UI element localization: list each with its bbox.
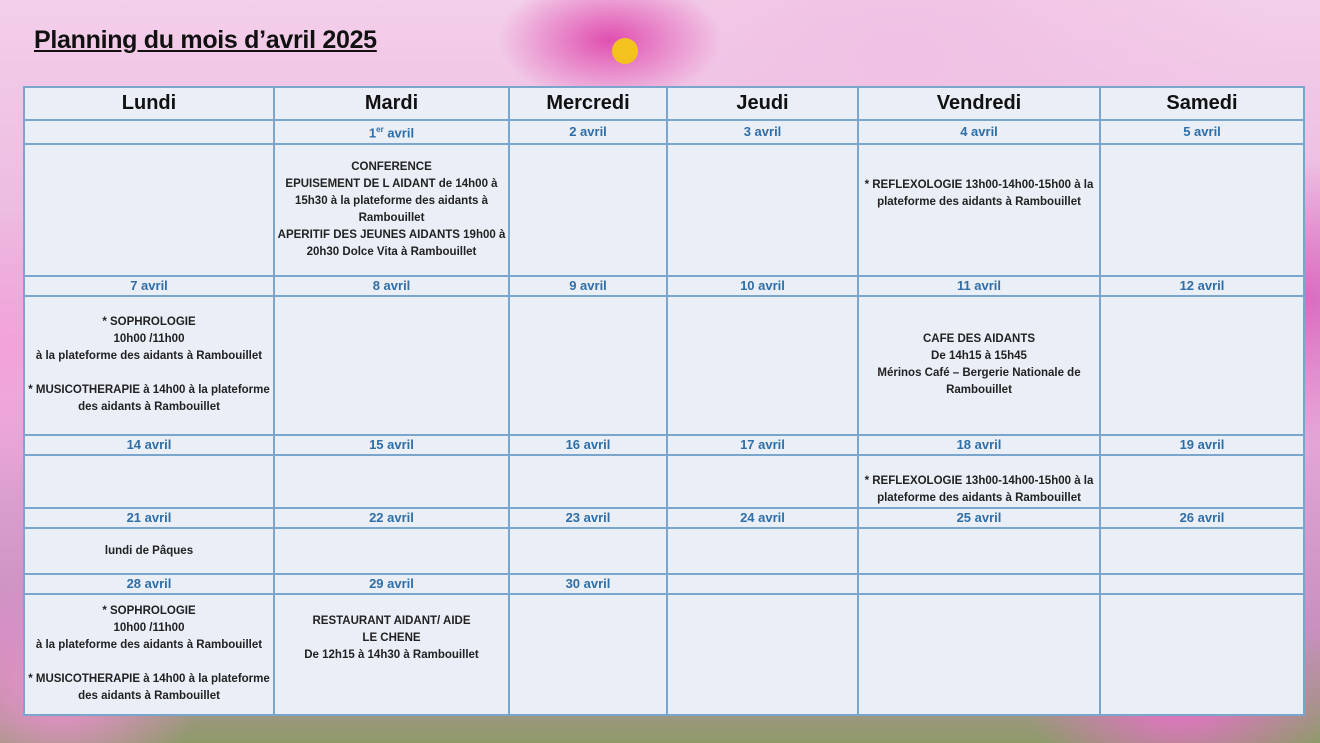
event-text: * SOPHROLOGIE 10h00 /11h00 à la plateforme des aidants à Rambouillet * MUSICOTHERAPIE à 14h00 à la plateforme des aidants à Rambouillet <box>28 316 270 414</box>
date-cell: 23 avril <box>509 508 667 528</box>
week-3-dates <box>24 435 1304 455</box>
date-cell: 30 avril <box>509 574 667 594</box>
week-1-dates <box>24 120 1304 144</box>
event-cell <box>509 455 667 508</box>
date-cell: 18 avril <box>858 435 1100 455</box>
date-month: avril <box>383 125 415 141</box>
date-cell: 10 avril <box>667 276 858 296</box>
event-cell <box>24 144 274 276</box>
date-cell: 5 avril <box>1100 120 1304 144</box>
event-cell <box>858 144 1100 276</box>
event-cell <box>509 144 667 276</box>
event-cell <box>1100 296 1304 435</box>
event-text: * SOPHROLOGIE 10h00 /11h00 à la plateforme des aidants à Rambouillet * MUSICOTHERAPIE à 14h00 à la plateforme des aidants à Rambouillet <box>28 605 270 703</box>
date-cell <box>667 574 858 594</box>
date-cell: 29 avril <box>274 574 509 594</box>
event-cell <box>858 528 1100 573</box>
date-cell: 7 avril <box>24 276 274 296</box>
event-cell <box>274 144 509 276</box>
event-cell <box>24 455 274 508</box>
event-text: CAFE DES AIDANTS De 14h15 à 15h45 Mérinos Café – Bergerie Nationale de Rambouillet <box>877 333 1081 397</box>
event-cell <box>858 455 1100 508</box>
week-2-events <box>24 296 1304 435</box>
event-cell <box>509 296 667 435</box>
date-number: 1 <box>368 125 377 141</box>
date-cell: 2 avril <box>509 120 667 144</box>
week-1-events <box>24 144 1304 276</box>
header-vendredi: Vendredi <box>858 87 1100 120</box>
event-cell <box>1100 144 1304 276</box>
week-3-events <box>24 455 1304 508</box>
date-cell: 9 avril <box>509 276 667 296</box>
week-2-dates <box>24 276 1304 296</box>
event-text: RESTAURANT AIDANT/ AIDE LE CHENE De 12h15 à 14h30 à Rambouillet <box>304 614 479 661</box>
date-cell: 19 avril <box>1100 435 1304 455</box>
event-cell <box>1100 528 1304 573</box>
date-cell-1-avril <box>274 120 509 144</box>
date-cell: 24 avril <box>667 508 858 528</box>
event-text: * REFLEXOLOGIE 13h00-14h00-15h00 à la plateforme des aidants à Rambouillet <box>864 475 1094 505</box>
date-cell: 28 avril <box>24 574 274 594</box>
event-text: CONFERENCE EPUISEMENT DE L AIDANT de 14h00 à 15h30 à la plateforme des aidants à Rambouillet APERITIF DES JEUNES AIDANTS 19h00 à 20h30 Dolce Vita à Rambouillet <box>277 160 506 258</box>
event-cell <box>274 528 509 573</box>
event-cell <box>667 594 858 715</box>
header-mardi: Mardi <box>274 87 509 120</box>
april-calendar <box>23 86 1305 716</box>
week-5-events <box>24 594 1304 715</box>
header-jeudi: Jeudi <box>667 87 858 120</box>
header-samedi: Samedi <box>1100 87 1304 120</box>
weekday-header-row <box>24 87 1304 120</box>
date-cell: 22 avril <box>274 508 509 528</box>
date-cell: 12 avril <box>1100 276 1304 296</box>
date-cell: 14 avril <box>24 435 274 455</box>
event-cell <box>1100 455 1304 508</box>
date-cell: 21 avril <box>24 508 274 528</box>
date-cell <box>858 574 1100 594</box>
week-4-events <box>24 528 1304 573</box>
event-text: lundi de Pâques <box>104 544 194 557</box>
event-cell <box>509 528 667 573</box>
event-cell <box>24 594 274 715</box>
event-cell <box>667 455 858 508</box>
page-title: Planning du mois d’avril 2025 <box>34 26 377 54</box>
event-cell <box>667 528 858 573</box>
event-cell <box>274 455 509 508</box>
date-cell: 4 avril <box>858 120 1100 144</box>
date-cell: 16 avril <box>509 435 667 455</box>
header-lundi: Lundi <box>24 87 274 120</box>
event-cell <box>667 296 858 435</box>
date-cell: 11 avril <box>858 276 1100 296</box>
event-cell <box>858 296 1100 435</box>
date-cell: 8 avril <box>274 276 509 296</box>
event-cell-lundi-de-paques <box>24 528 274 573</box>
date-ordinal: er <box>376 125 384 135</box>
event-cell <box>858 594 1100 715</box>
event-cell <box>274 296 509 435</box>
date-cell: 3 avril <box>667 120 858 144</box>
date-cell: 17 avril <box>667 435 858 455</box>
date-cell: 25 avril <box>858 508 1100 528</box>
event-cell <box>24 296 274 435</box>
date-cell <box>1100 574 1304 594</box>
date-cell <box>24 120 274 144</box>
header-mercredi: Mercredi <box>509 87 667 120</box>
date-cell: 26 avril <box>1100 508 1304 528</box>
event-cell <box>1100 594 1304 715</box>
event-cell <box>509 594 667 715</box>
flower-decoration <box>612 38 638 64</box>
date-cell: 15 avril <box>274 435 509 455</box>
event-cell <box>667 144 858 276</box>
week-4-dates <box>24 508 1304 528</box>
week-5-dates <box>24 574 1304 594</box>
event-cell <box>274 594 509 715</box>
event-text: * REFLEXOLOGIE 13h00-14h00-15h00 à la plateforme des aidants à Rambouillet <box>864 178 1094 208</box>
